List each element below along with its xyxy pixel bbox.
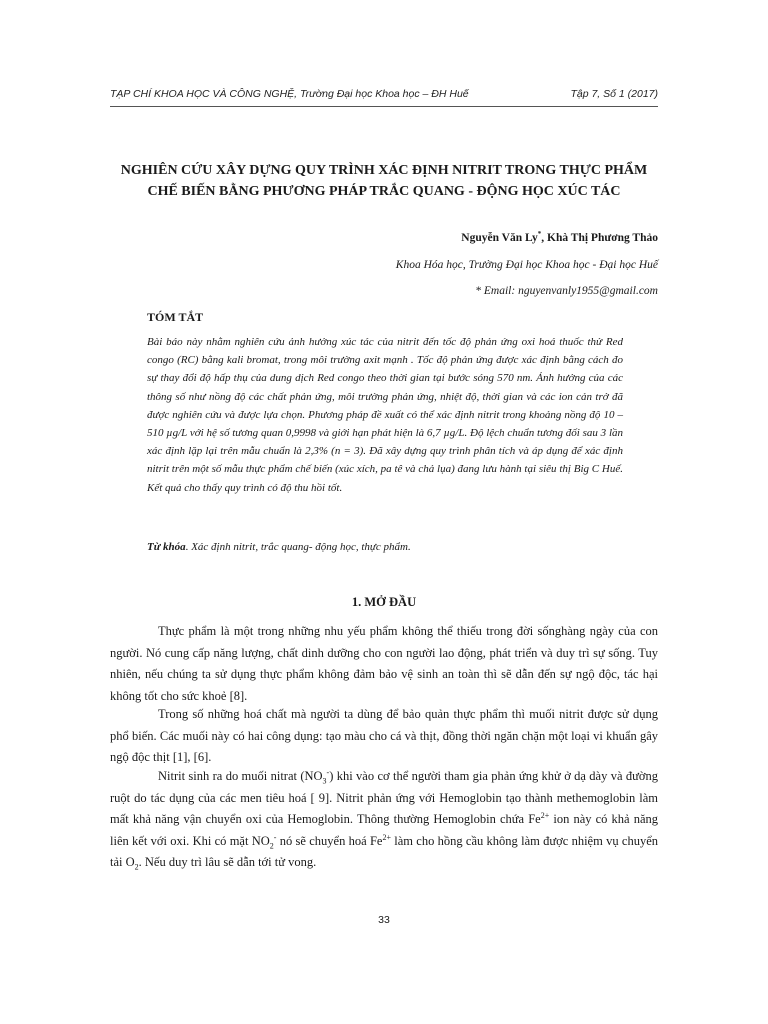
affiliation: Khoa Hóa học, Trường Đại học Khoa học - Đại học Huế — [395, 259, 658, 271]
running-header — [110, 88, 658, 100]
paragraph-2-text: Trong số những hoá chất mà người ta dùng để bảo quản thực phẩm thì muối nitrit được sử dụng phổ biến. Các muối này có hai công dụng: tạo màu cho cá và thịt, đồng thời ngăn chặn một loại vi khuẩn gây ngộ độc thịt [1], [6]. — [110, 707, 658, 764]
p3-subscript: 3 — [322, 776, 327, 786]
p3-segment: Nitrit sinh ra do muối nitrat (NO — [158, 769, 323, 783]
paragraph-2 — [110, 704, 658, 769]
contact-email: * Email: nguyenvanly1955@gmail.com — [475, 285, 658, 297]
p3-segment: ) khi vào cơ thể người tham gia phản ứng khử ở dạ dày và đường ruột do tác dụng của các men tiêu hoá [ 9]. Nitrit phản ứng với Hemoglobin tạo thành methemoglobin làm mất khả năng vận chuyển oxi của Hemoglobin. Thông thường Hemoglobin chứa Fe — [110, 769, 658, 826]
journal-issue: Tập 7, Số 1 (2017) — [570, 88, 658, 100]
abstract-heading: TÓM TẮT — [147, 310, 204, 324]
journal-name: TẠP CHÍ KHOA HỌC VÀ CÔNG NGHỆ, Trường Đại học Khoa học – ĐH Huế — [110, 88, 469, 100]
author-list — [461, 232, 658, 244]
p3-segment: . Nếu duy trì lâu sẽ dẫn tới tử vong. — [138, 855, 317, 869]
paragraph-1-text: Thực phẩm là một trong những nhu yếu phẩm không thể thiếu trong đời sốnghàng ngày của con người. Nó cung cấp năng lượng, chất dinh dưỡng cho con người lao động, phát triển và duy trì sự sống. Tuy nhiên, nếu chúng ta sử dụng thực phẩm không đảm bảo vệ sinh an toàn thì sẽ dẫn đến sự ngộ độc, tác hại không tốt cho sức khoẻ [8]. — [110, 624, 658, 703]
author-separator: , — [541, 232, 548, 244]
author-1: Nguyễn Văn Ly — [461, 232, 538, 244]
section-heading-introduction: 1. MỞ ĐẦU — [351, 595, 417, 609]
p3-superscript: - — [273, 832, 277, 842]
header-divider — [110, 106, 658, 107]
keywords-list: . Xác định nitrit, trắc quang- động học, thực phẩm. — [185, 541, 411, 553]
p3-superscript: 2+ — [540, 810, 550, 820]
page-number: 33 — [378, 914, 390, 926]
author-2: Khà Thị Phương Thảo — [547, 232, 658, 244]
paragraph-3 — [110, 766, 658, 874]
abstract-text: Bài báo này nhằm nghiên cứu ảnh hưởng xúc tác của nitrit đến tốc độ phản ứng oxi hoá thuốc thử Red congo (RC) bằng kali bromat, trong môi trường axit mạnh . Tốc độ phản ứng được xác định bằng cách đo sự thay đổi độ hấp thụ của dung dịch Red congo theo thời gian tại bước sóng 570 nm. Ảnh hưởng của các thông số như nồng độ các chất phản ứng, môi trường phản ứng, nhiệt độ, thời gian và các ion cản trở đã được nghiên cứu và được lựa chọn. Phương pháp đề xuất có thể xác định nitrit trong khoảng nồng độ 10 – 510 µg/L với hệ số tương quan 0,9998 và giới hạn phát hiện là 6,7 µg/L. Độ lệch chuẩn tương đối sau 3 lần xác định lặp lại trên mẫu chuẩn là 2,3% (n = 3). Đã xây dựng quy trình phân tích và áp dụng để xác định nitrit trên một số mẫu thực phẩm chế biến (xúc xích, pa tê và chả lụa) đang lưu hành tại siêu thị Big C Huế. Kết quả cho thấy quy trình có độ thu hồi tốt. — [147, 336, 623, 494]
paragraph-3-text — [110, 766, 658, 874]
corresponding-mark: * — [537, 230, 542, 239]
p3-subscript: 2 — [134, 862, 139, 872]
p3-superscript: - — [326, 767, 330, 777]
p3-segment: ion này có khả năng liên kết với oxi. Khi có mặt NO — [110, 812, 658, 848]
paragraph-1 — [110, 621, 658, 707]
p3-segment: nó sẽ chuyển hoá Fe — [276, 833, 383, 848]
title-line-2: CHẾ BIẾN BẰNG PHƯƠNG PHÁP TRẮC QUANG - ĐỘNG HỌC XÚC TÁC — [147, 184, 621, 199]
keywords-label: Từ khóa — [147, 541, 186, 553]
title-line-1: NGHIÊN CỨU XÂY DỰNG QUY TRÌNH XÁC ĐỊNH NITRIT TRONG THỰC PHẨM — [120, 163, 648, 178]
p3-superscript: 2+ — [382, 832, 391, 842]
p3-subscript: 2 — [269, 841, 274, 850]
p3-segment: làm cho hồng cầu không làm được nhiệm vụ chuyển tải O — [110, 833, 659, 869]
paper-title — [110, 160, 658, 202]
keywords — [147, 541, 623, 553]
